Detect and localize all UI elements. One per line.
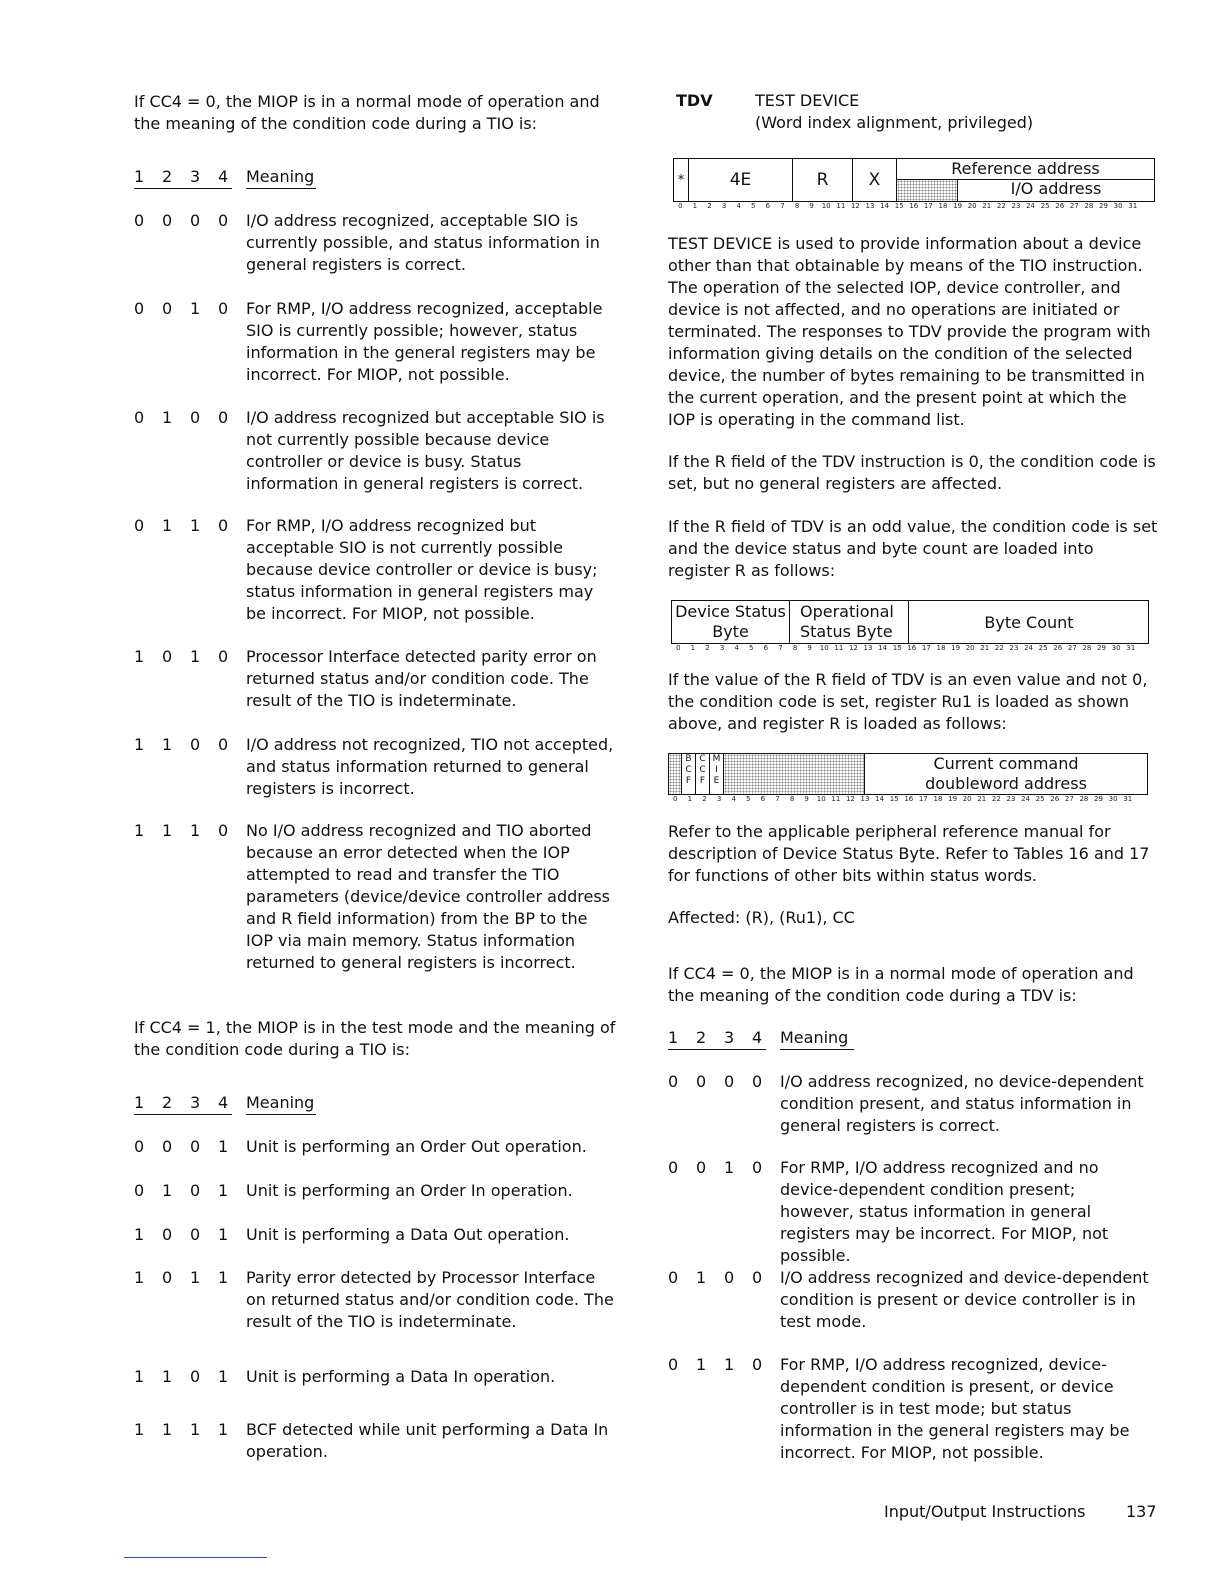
meaning-header: Meaning: [780, 1028, 854, 1050]
table-row: [134, 298, 618, 386]
table-row: [134, 1224, 618, 1246]
operational-status-byte: Operational Status Byte: [790, 601, 909, 643]
condition-code-bits: 0 0 0 1: [134, 1137, 229, 1156]
indirect-bit: *: [674, 159, 689, 201]
table-row: [668, 1157, 1152, 1267]
condition-code-bits: 0 1 0 1: [134, 1181, 229, 1200]
mnemonic: TDV: [676, 91, 713, 110]
mie-bit: M I E: [710, 754, 724, 794]
bits-header: 1 2 3 4: [668, 1028, 766, 1050]
condition-code-bits: 0 0 1 0: [134, 299, 229, 318]
register-r-even-format: [668, 753, 1148, 795]
tdv-table-header: [668, 1028, 854, 1050]
condition-meaning: No I/O address recognized and TIO aborted because an error detected when the IOP attempted to read and transfer the TIO parameters (device/device controller address and R field information) from the BP to the IOP via main memory. Status information returned to general registers is incorrect.: [246, 821, 610, 972]
tdv-cc4-0-intro: If CC4 = 0, the MIOP is in a normal mode of operation and the meaning of the condition code during a TDV is:: [668, 964, 1134, 1005]
condition-meaning: Unit is performing an Order Out operation.: [246, 1137, 587, 1156]
condition-code-bits: 0 1 1 0: [134, 516, 229, 535]
tdv-r-odd: If the R field of TDV is an odd value, the condition code is set and the device status and byte count are loaded into register R as follows:: [668, 517, 1158, 580]
table-row: [134, 734, 618, 800]
table-row: [134, 1419, 618, 1463]
condition-meaning: For RMP, I/O address recognized and no device-dependent condition present; however, status information in general registers may be incorrect. For MIOP, not possible.: [780, 1158, 1109, 1265]
condition-code-bits: 1 1 0 0: [134, 735, 229, 754]
register-r-odd-format: [671, 600, 1149, 644]
refer-note: Refer to the applicable peripheral reference manual for description of Device Status Byte. Refer to Tables 16 and 17 for functions of other bits within status words.: [668, 822, 1150, 885]
condition-meaning: For RMP, I/O address recognized but acceptable SIO is not currently possible because device controller or device is busy; status information in general registers may be incorrect. For MIOP, not possible.: [246, 516, 598, 623]
bcf-bit: B C F: [682, 754, 696, 794]
footer-section-title: Input/Output Instructions: [884, 1502, 1086, 1521]
condition-meaning: I/O address recognized but acceptable SIO is not currently possible because device controller or device is busy. Status information in general registers is correct.: [246, 408, 605, 493]
condition-meaning: Processor Interface detected parity error on returned status and/or condition code. The result of the TIO is indeterminate.: [246, 647, 597, 710]
condition-code-bits: 1 0 1 1: [134, 1268, 229, 1287]
table-row: [134, 646, 618, 712]
table-row: [134, 407, 618, 495]
meaning-header: Meaning: [246, 167, 316, 189]
tio-cc4-0-intro: If CC4 = 0, the MIOP is in a normal mode of operation and the meaning of the condition code during a TIO is:: [134, 92, 600, 133]
opcode-field: 4E: [689, 159, 793, 201]
device-status-byte: Device Status Byte: [672, 601, 790, 643]
condition-code-bits: 0 0 0 0: [134, 211, 229, 230]
page-number: 137: [1126, 1502, 1157, 1521]
x-field: X: [853, 159, 897, 201]
ccf-bit: C C F: [696, 754, 710, 794]
table-row: [134, 1136, 618, 1158]
unused-shaded-bits: [897, 180, 958, 201]
unused-shaded-bits: [724, 754, 865, 794]
condition-meaning: I/O address not recognized, TIO not accepted, and status information returned to general registers is incorrect.: [246, 735, 614, 798]
tdv-instruction-format: [673, 158, 1155, 202]
condition-code-bits: 1 1 1 1: [134, 1420, 229, 1439]
bit-numbers-3: 0 1 2 3 4 5 6 7 8 9 10 11 12 13 14 15 16 17 18 19 20 21 22 23 24 25 26 27 28 29 30 31: [673, 795, 1133, 803]
condition-code-bits: 0 1 1 0: [668, 1355, 763, 1374]
condition-meaning: Unit is performing a Data In operation.: [246, 1367, 556, 1386]
condition-code-bits: 1 0 0 1: [134, 1225, 229, 1244]
condition-code-bits: 0 0 0 0: [668, 1072, 763, 1091]
table-row: [668, 1354, 1152, 1464]
io-address-field: I/O address: [1010, 179, 1102, 198]
table-row: [134, 1366, 618, 1388]
condition-code-bits: 0 1 0 0: [668, 1268, 763, 1287]
tio-cc4-1-intro: If CC4 = 1, the MIOP is in the test mode and the meaning of the condition code during a TIO is:: [134, 1018, 616, 1059]
condition-code-bits: 1 0 1 0: [134, 647, 229, 666]
table-row: [668, 1071, 1152, 1137]
condition-code-bits: 0 0 1 0: [668, 1158, 763, 1177]
shaded-bit-0: [669, 754, 682, 794]
instruction-note: (Word index alignment, privileged): [755, 113, 1034, 132]
table-row: [134, 515, 618, 625]
r-field: R: [793, 159, 853, 201]
tdv-description: TEST DEVICE is used to provide information about a device other than that obtainable by means of the TIO instruction. The operation of the selected IOP, device controller, and device is not affected, and no operations are initiated or terminated. The responses to TDV provide the program with information giving details on the condition of the selected device, the number of bytes remaining to be transmitted in the current operation, and the present point at which the IOP is operating in the command list.: [668, 234, 1151, 429]
bit-numbers-2: 0 1 2 3 4 5 6 7 8 9 10 11 12 13 14 15 16 17 18 19 20 21 22 23 24 25 26 27 28 29 30 31: [676, 644, 1136, 652]
bit-numbers-1: 0 1 2 3 4 5 6 7 8 9 10 11 12 13 14 15 16 17 18 19 20 21 22 23 24 25 26 27 28 29 30 31: [678, 202, 1138, 210]
condition-meaning: I/O address recognized, acceptable SIO is currently possible, and status information in general registers is correct.: [246, 211, 600, 274]
instruction-name: TEST DEVICE: [755, 91, 860, 110]
tdv-r-even: If the value of the R field of TDV is an even value and not 0, the condition code is set, register Ru1 is loaded as shown above, and register R is loaded as follows:: [668, 670, 1148, 733]
condition-meaning: For RMP, I/O address recognized, device-dependent condition is present, or device controller is in test mode; but status information in the general registers may be incorrect. For MIOP, not possible.: [780, 1355, 1130, 1462]
condition-code-bits: 1 1 1 0: [134, 821, 229, 840]
table-row: [134, 1267, 618, 1333]
table-row: [134, 1180, 618, 1202]
condition-meaning: I/O address recognized, no device-dependent condition present, and status information in general registers is correct.: [780, 1072, 1144, 1135]
byte-count: Byte Count: [984, 612, 1074, 632]
affected: Affected: (R), (Ru1), CC: [668, 908, 855, 927]
table-row: [134, 820, 618, 974]
tio-table1-header: [134, 167, 316, 189]
bits-header: 1 2 3 4: [134, 167, 232, 189]
bits-header: 1 2 3 4: [134, 1093, 232, 1115]
current-command-address: Current command doubleword address: [925, 754, 1087, 793]
table-row: [668, 1267, 1152, 1333]
condition-code-bits: 1 1 0 1: [134, 1367, 229, 1386]
condition-meaning: I/O address recognized and device-dependent condition is present or device controller is in test mode.: [780, 1268, 1149, 1331]
condition-code-bits: 0 1 0 0: [134, 408, 229, 427]
condition-meaning: Unit is performing an Order In operation.: [246, 1181, 573, 1200]
meaning-header: Meaning: [246, 1093, 316, 1115]
condition-meaning: Parity error detected by Processor Interface on returned status and/or condition code. The result of the TIO is indeterminate.: [246, 1268, 614, 1331]
divider: [124, 1557, 267, 1558]
condition-meaning: BCF detected while unit performing a Data In operation.: [246, 1420, 609, 1461]
condition-meaning: For RMP, I/O address recognized, acceptable SIO is currently possible; however, status information in the general registers may be incorrect. For MIOP, not possible.: [246, 299, 603, 384]
table-row: [134, 210, 618, 276]
tdv-r-zero: If the R field of the TDV instruction is 0, the condition code is set, but no general registers are affected.: [668, 452, 1156, 493]
reference-address-field: Reference address: [897, 159, 1154, 180]
condition-meaning: Unit is performing a Data Out operation.: [246, 1225, 570, 1244]
tio-table2-header: [134, 1093, 316, 1115]
